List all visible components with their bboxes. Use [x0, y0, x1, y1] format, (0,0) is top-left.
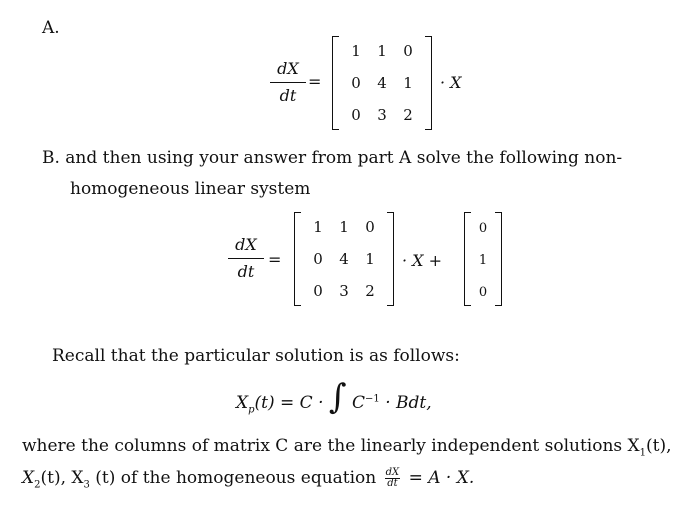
- recall-line2-text: (t) of the homogeneous equation: [95, 468, 377, 488]
- recall-line1-text: where the columns of matrix C are the linearly independent solutions X: [22, 436, 640, 456]
- matrix-cell: 4: [339, 250, 349, 268]
- matrix-cell: 1: [351, 42, 361, 60]
- fraction-bar: [270, 82, 306, 83]
- fraction-bar: [228, 258, 264, 259]
- part-b-equals: =: [268, 250, 282, 269]
- formula-lhs-arg: (t) = C ·: [254, 393, 324, 413]
- part-b-dx: dX: [235, 235, 257, 254]
- small-derivative: [385, 468, 401, 489]
- vector-cell: 1: [478, 253, 488, 268]
- part-a-matrix: [332, 36, 432, 130]
- matrix-cell: 0: [313, 250, 323, 268]
- part-a-derivative: [268, 60, 308, 105]
- right-bracket: [387, 212, 394, 306]
- small-dx: dX: [385, 467, 400, 478]
- integral-sign: ∫: [328, 377, 347, 417]
- formula-x-sub: p: [248, 404, 255, 416]
- recall-line1: [22, 436, 672, 463]
- recall-x2: X: [22, 468, 35, 488]
- part-a-dt: dt: [279, 86, 297, 105]
- part-a-label: A.: [42, 18, 60, 38]
- matrix-cell: 2: [365, 282, 375, 300]
- right-bracket: [425, 36, 432, 130]
- part-a-times-x: · X: [440, 73, 462, 92]
- formula-tail: · Bdt,: [385, 393, 432, 413]
- vector-cell: 0: [478, 221, 488, 236]
- recall-line1-end: (t),: [646, 436, 672, 456]
- matrix-cell: 1: [365, 250, 375, 268]
- particular-solution-formula: [236, 377, 432, 427]
- matrix-cell: 4: [377, 74, 387, 92]
- part-b-derivative: [226, 236, 266, 281]
- part-a-dx: dX: [277, 59, 299, 78]
- matrix-cell: 0: [351, 74, 361, 92]
- matrix-cell: 1: [377, 42, 387, 60]
- left-bracket: [464, 212, 471, 306]
- recall-line1-sub: 1: [639, 447, 647, 459]
- recall-line2-mid: (t), X: [40, 468, 84, 488]
- recall-intro: Recall that the particular solution is as follows:: [52, 346, 460, 366]
- matrix-cell: 1: [313, 218, 323, 236]
- part-b-line1: B. and then using your answer from part A solve the following non-: [42, 148, 623, 168]
- part-b-vector: [464, 212, 502, 306]
- vector-cell: 0: [478, 285, 488, 300]
- left-bracket: [294, 212, 301, 306]
- recall-x2-sub: 2: [34, 479, 41, 491]
- formula-c: C: [352, 393, 366, 413]
- matrix-cell: 1: [403, 74, 413, 92]
- part-b-dt: dt: [237, 262, 255, 281]
- formula-x: X: [236, 393, 249, 413]
- matrix-cell: 2: [403, 106, 413, 124]
- part-b-times-x-plus: · X +: [402, 251, 443, 270]
- matrix-cell: 3: [377, 106, 387, 124]
- matrix-cell: 0: [403, 42, 413, 60]
- recall-line2-end: = A · X.: [408, 468, 475, 488]
- part-b-matrix: [294, 212, 394, 306]
- left-bracket: [332, 36, 339, 130]
- matrix-cell: 0: [365, 218, 375, 236]
- part-b-line2: homogeneous linear system: [70, 179, 311, 199]
- part-a-equals: =: [308, 72, 322, 91]
- matrix-cell: 1: [339, 218, 349, 236]
- small-dt: dt: [387, 478, 398, 489]
- matrix-cell: 0: [351, 106, 361, 124]
- recall-x3-sub: 3: [83, 479, 90, 491]
- matrix-cell: 3: [339, 282, 349, 300]
- right-bracket: [495, 212, 502, 306]
- recall-line2: [22, 468, 474, 495]
- formula-c-sup: −1: [365, 393, 380, 405]
- matrix-cell: 0: [313, 282, 323, 300]
